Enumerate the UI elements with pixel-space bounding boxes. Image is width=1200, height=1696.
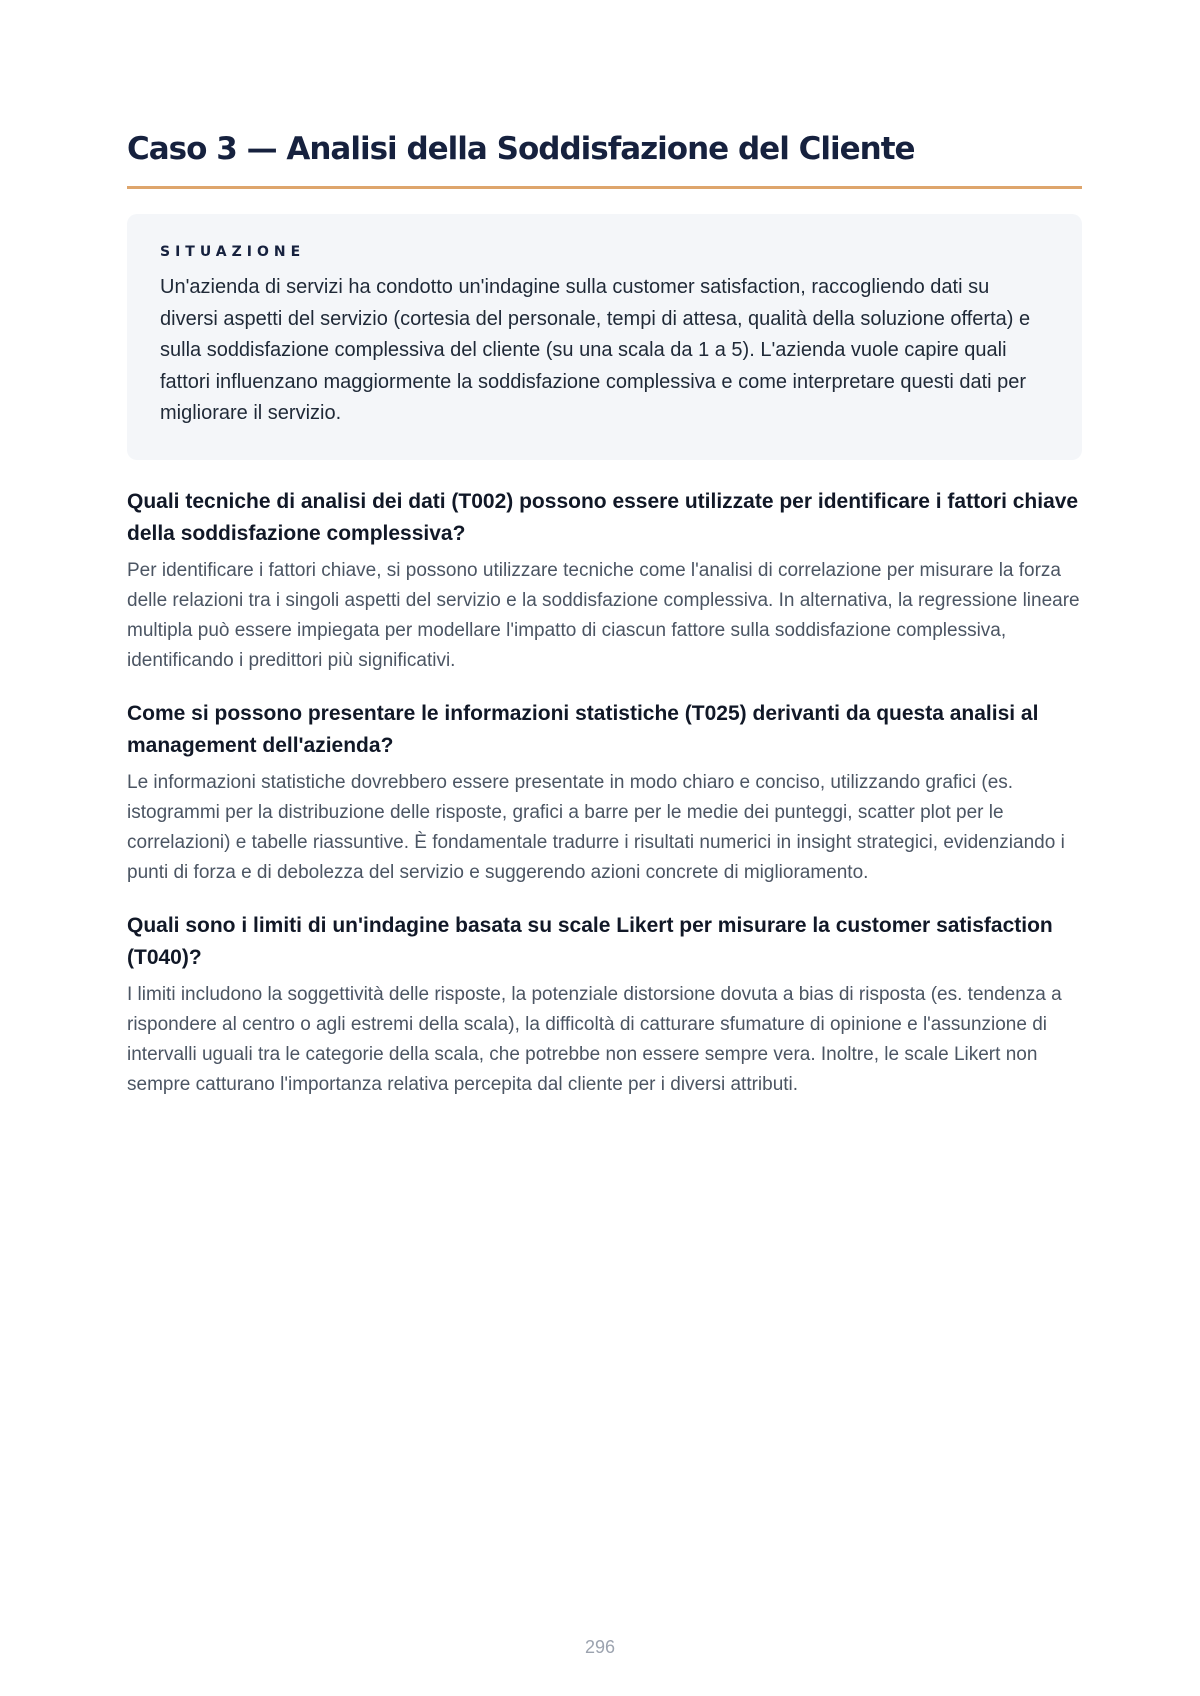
page-content	[127, 126, 1082, 1100]
situation-label: SITUAZIONE	[160, 244, 306, 260]
answer-3: I limiti includono la soggettività delle risposte, la potenziale distorsione dovuta a bias di risposta (es. tendenza a rispondere al centro o agli estremi della scala), la difficoltà di catturare sfumature di opinione e l'assunzione di intervalli uguali tra le categorie della scala, che potrebbe non essere sempre vera. Inoltre, le scale Likert non sempre catturano l'importanza relativa percepita dal cliente per i diversi attributi.	[127, 983, 1062, 1095]
question-3: Quali sono i limiti di un'indagine basata su scale Likert per misurare la customer satisfaction (T040)?	[127, 913, 1053, 969]
qa-item-2	[127, 698, 1082, 888]
case-title: Caso 3 — Analisi della Soddisfazione del Cliente	[127, 126, 1082, 189]
situation-text: Un'azienda di servizi ha condotto un'indagine sulla customer satisfaction, raccogliendo dati su diversi aspetti del servizio (cortesia del personale, tempi di attesa, qualità della soluzione offerta) e sulla soddisfazione complessiva del cliente (su una scala da 1 a 5). L'azienda vuole capire quali fattori influenzano maggiormente la soddisfazione complessiva e come interpretare questi dati per migliorare il servizio.	[160, 276, 1031, 424]
situation-box	[127, 214, 1082, 460]
qa-item-1	[127, 486, 1082, 676]
answer-2: Le informazioni statistiche dovrebbero essere presentate in modo chiaro e conciso, utilizzando grafici (es. istogrammi per la distribuzione delle risposte, grafici a barre per le medie dei punteggi, scatter plot per le correlazioni) e tabelle riassuntive. È fondamentale tradurre i risultati numerici in insight strategici, evidenziando i punti di forza e di debolezza del servizio e suggerendo azioni concrete di miglioramento.	[127, 771, 1065, 883]
question-2: Come si possono presentare le informazioni statistiche (T025) derivanti da questa analisi al management dell'azienda?	[127, 701, 1039, 757]
qa-item-3	[127, 910, 1082, 1100]
question-1: Quali tecniche di analisi dei dati (T002) possono essere utilizzate per identificare i fattori chiave della soddisfazione complessiva?	[127, 489, 1079, 545]
answer-1: Per identificare i fattori chiave, si possono utilizzare tecniche come l'analisi di correlazione per misurare la forza delle relazioni tra i singoli aspetti del servizio e la soddisfazione complessiva. In alternativa, la regressione lineare multipla può essere impiegata per modellare l'impatto di ciascun fattore sulla soddisfazione complessiva, identificando i predittori più significativi.	[127, 559, 1080, 671]
page-number: 296	[584, 1637, 616, 1657]
